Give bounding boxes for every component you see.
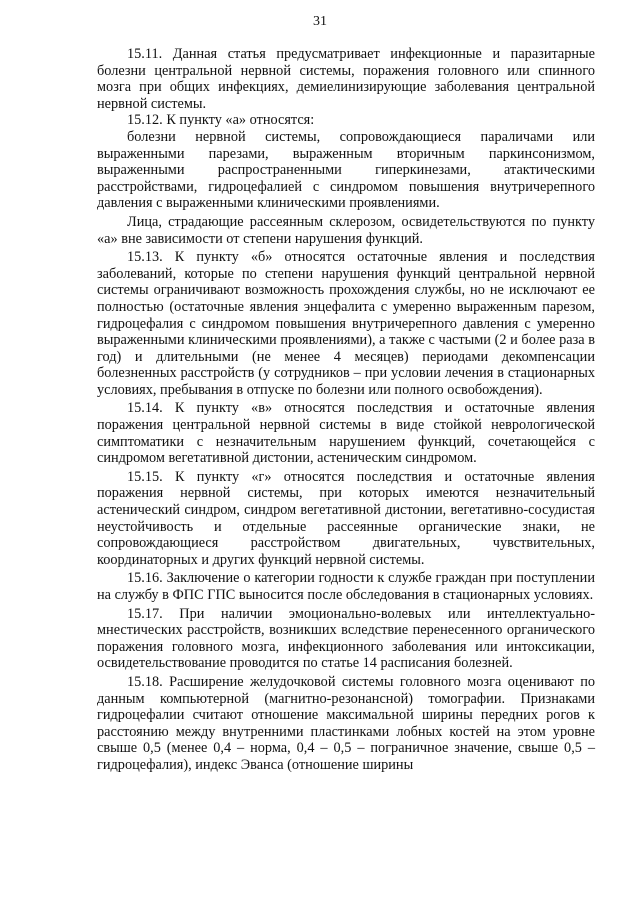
paragraph-15-12-heading: 15.12. К пункту «а» относятся: — [127, 112, 315, 129]
paragraph-15-18: 15.18. Расширение желудочковой системы головного мозга оценивают по данным компьютерной (магнитно-резонансной) томографии. Признаками гидроцефалии считают отношение максимальной ширины передних рогов к расстоянию между внутренними пластинками лобных костей на этом уровне свыше 0,5 (менее 0,4 – норма, 0,4 – 0,5 – пограничное значение, свыше 0,5 – гидроцефалия), индекс Эванса (отношение ширины — [97, 673, 595, 773]
page-number: 31 — [313, 14, 327, 29]
paragraph-15-13: 15.13. К пункту «б» относятся остаточные явления и последствия заболеваний, которые по степени нарушения функций центральной нервной системы ограничивают возможность прохождения службы, но не исключают ее полностью (остаточные явления энцефалита с умеренно выраженным парезом, гидроцефалия с синдромом повышения внутричерепного давления с умеренно выраженными клиническими проявлениями), а также с частыми (2 и более раза в год) и длительными (не менее 4 месяцев) периодами декомпенсации болезненных расстройств (у сотрудников – при условии лечения в стационарных условиях, пребывания в отпуске по болезни или полного освобождения). — [97, 249, 595, 398]
paragraph-multiple-sclerosis: Лица, страдающие рассеянным склерозом, освидетельствуются по пункту «а» вне зависимости от степени нарушения функций. — [97, 213, 595, 247]
paragraph-15-14: 15.14. К пункту «в» относятся последствия и остаточные явления поражения центральной нервной системы в виде стойкой неврологической симптоматики с незначительным нарушением функций, сочетающейся с синдромом вегетативной дистонии, астеническим синдромом. — [97, 400, 595, 467]
paragraph-15-16: 15.16. Заключение о категории годности к службе граждан при поступлении на службу в ФПС ГПС выносится после обследования в стационарных условиях. — [97, 570, 595, 603]
paragraph-15-12-list: болезни нервной системы, сопровождающиеся параличами или выраженными парезами, выраженным вторичным паркинсонизмом, выраженными распространенными гиперкинезами, атактическими расстройствами, гидроцефалией с синдромом повышения внутричерепного давления с выраженными клиническими проявлениями. — [97, 128, 595, 212]
paragraph-15-11: 15.11. Данная статья предусматривает инфекционные и паразитарные болезни центральной нервной системы, поражения головного или спинного мозга при общих инфекциях, демиелинизирующие заболевания центральной нервной системы. — [97, 46, 595, 112]
paragraph-15-17: 15.17. При наличии эмоционально-волевых или интеллектуально-мнестических расстройств, возникших вследствие перенесенного органического поражения головного мозга, инфекционного заболевания или интоксикации, освидетельствование проводится по статье 14 расписания болезней. — [97, 605, 595, 672]
paragraph-15-15: 15.15. К пункту «г» относятся последствия и остаточные явления поражения нервной системы, при которых имеются незначительный астенический синдром, синдром вегетативной дистонии, вегетативно-сосудистая неустойчивость и отдельные рассеянные органические знаки, не сопровождающиеся расстройством двигательных, чувствительных, координаторных и других функций нервной системы. — [97, 468, 595, 568]
document-body — [97, 46, 595, 774]
